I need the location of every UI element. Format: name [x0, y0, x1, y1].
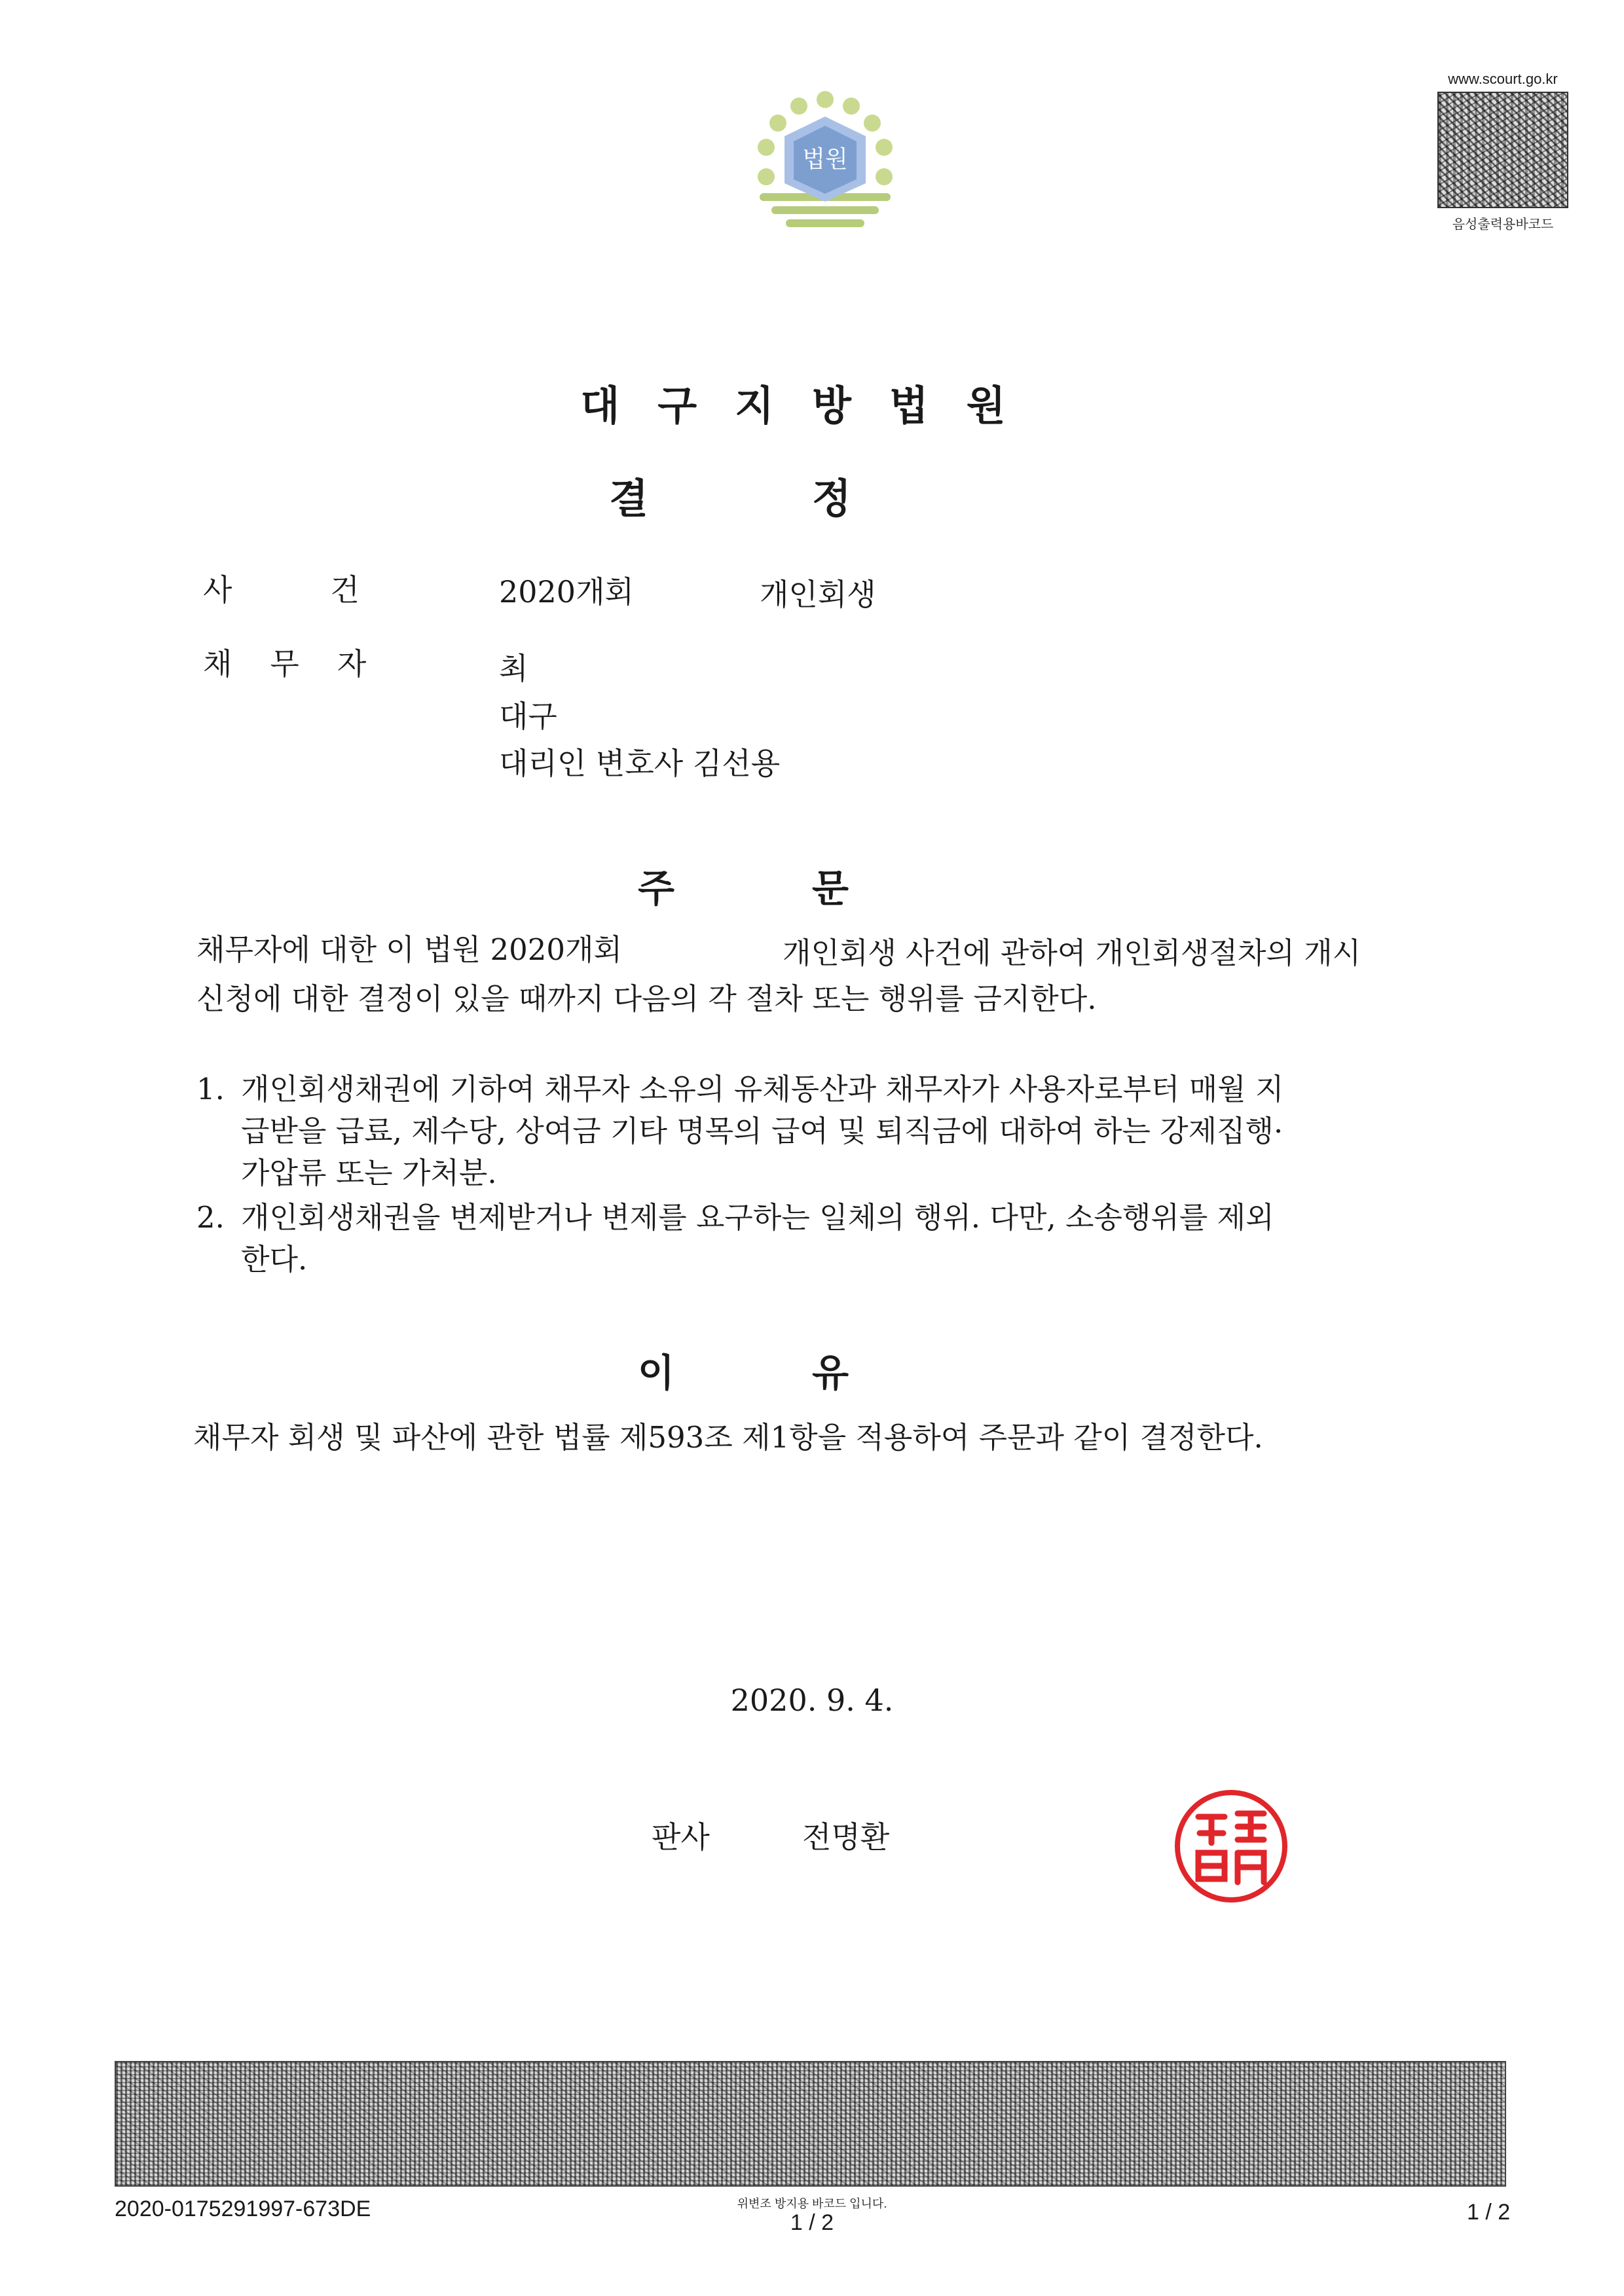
court-emblem [747, 85, 904, 242]
order-heading: 주문 [637, 866, 987, 911]
order-item-1-line1: 개인회생채권에 기하여 채무자 소유의 유체동산과 채무자가 사용자로부터 매월 지 [241, 1072, 1284, 1106]
document-id: 2020-0175291997-673DE [115, 2196, 371, 2221]
order-item-1-line2: 급받을 급료, 제수당, 상여금 기타 명목의 급여 및 퇴직금에 대하여 하는 강제집행· [241, 1114, 1283, 1148]
judge-label: 판사 [652, 1819, 710, 1855]
order-intro-line1a: 채무자에 대한 이 법원 2020개회 [196, 932, 622, 967]
order-item-2-line2: 한다. [241, 1242, 308, 1277]
case-type: 개인회생 [760, 577, 876, 612]
reason-heading: 이유 [637, 1351, 987, 1395]
debtor-label: 채무자 [203, 646, 405, 682]
court-name: 대구지방법원 [580, 382, 1044, 429]
judge-name: 전명환 [802, 1819, 890, 1855]
reason-text: 채무자 회생 및 파산에 관한 법률 제593조 제1항을 적용하여 주문과 같이 결정한다. [193, 1420, 1263, 1455]
page-number-right: 1 / 2 [1467, 2200, 1511, 2225]
emblem-text: 법원 [802, 146, 848, 173]
document-type: 결정 [609, 475, 1015, 522]
case-label: 사건 [203, 572, 458, 608]
order-item-2-number: 2. [196, 1200, 225, 1235]
barcode-note: 위변조 방지용 바코드 입니다. [737, 2197, 887, 2210]
debtor-agent: 대리인 변호사 김선용 [499, 746, 781, 781]
debtor-address: 대구 [499, 699, 557, 734]
order-item-1-number: 1. [196, 1072, 225, 1106]
decision-date: 2020. 9. 4. [730, 1683, 894, 1718]
order-item-1-line3: 가압류 또는 가처분. [241, 1156, 497, 1190]
order-item-2-line1: 개인회생채권을 변제받거나 변제를 요구하는 일체의 행위. 다만, 소송행위를 제외 [241, 1200, 1274, 1235]
order-intro-line1b: 개인회생 사건에 관하여 개인회생절차의 개시 [783, 936, 1361, 970]
anti-forgery-barcode [115, 2061, 1506, 2187]
qr-code [1437, 92, 1568, 208]
qr-label: 음성출력용바코드 [1452, 217, 1554, 232]
qr-url: www.scourt.go.kr [1448, 71, 1558, 87]
debtor-name: 최 [499, 651, 528, 686]
judge-seal-icon [1172, 1787, 1290, 1905]
case-number: 2020개회 [499, 574, 634, 610]
order-intro-line2: 신청에 대한 결정이 있을 때까지 다음의 각 절차 또는 행위를 금지한다. [196, 981, 1097, 1016]
page-number-center: 1 / 2 [790, 2210, 834, 2235]
